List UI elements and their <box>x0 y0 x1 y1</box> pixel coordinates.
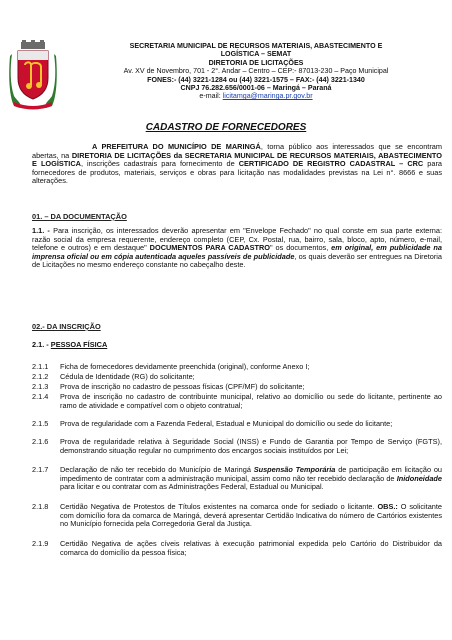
email-label: e-mail: <box>199 92 223 101</box>
item-text: Prova de regularidade com a Fazenda Federal, Estadual e Municipal do domicílio ou sede do licitante; <box>60 419 393 428</box>
paragraph-1-1-number: 1.1. - <box>32 226 50 235</box>
item-text: Prova de inscrição no cadastro de contribuinte municipal, relativo ao domicílio ou sede do licitante, pertinente ao ramo de atividade e compatível com o objeto contratual; <box>60 392 442 410</box>
document-title: CADASTRO DE FORNECEDORES <box>145 122 307 133</box>
item-text-suspensao: Suspensão Temporária <box>253 465 336 474</box>
item-number: 2.1.9 <box>32 539 49 548</box>
header-line-3: DIRETORIA DE LICITAÇÕES <box>208 58 304 67</box>
header-address: Av. XV de Novembro, 701 - 2°. Andar – Centro – CEP:- 87013-230 – Paço Municipal <box>123 67 389 76</box>
item-text-a: Declaração de não ter recebido do Município de Maringá <box>60 465 254 474</box>
item-text <box>60 466 442 492</box>
intro-prefeitura: A PREFEITURA DO MUNICÍPIO DE MARINGÁ <box>92 142 261 151</box>
header-line-1: SECRETARIA MUNICIPAL DE RECURSOS MATERIAIS, ABASTECIMENTO E <box>129 42 383 50</box>
item-text: Prova de inscrição no cadastro de pessoas físicas (CPF/MF) do solicitante; <box>60 382 305 391</box>
intro-diretoria: DIRETORIA DE LICITAÇÕES da SECRETARIA MUNICIPAL DE RECURSOS MATERIAIS, ABASTECIMENTO E LOGÍSTICA <box>32 150 442 169</box>
section-heading-documentacao: 01. – DA DOCUMENTAÇÃO <box>32 212 127 221</box>
item-number: 2.1.8 <box>32 502 49 511</box>
letterhead <box>66 42 446 101</box>
intro-paragraph <box>32 143 442 186</box>
item-number: 2.1.4 <box>32 392 49 401</box>
item-text: Ficha de fornecedores devidamente preenchida (original), conforme Anexo I; <box>60 362 310 371</box>
item-text-c: O solicitante com domicílio fora da comarca de Maringá, deverá apresentar Certidão Indicativa do número de Cartórios existentes no Município fornecida pela Corregedoria Geral da Justiça. <box>60 502 442 529</box>
paragraph-1-1 <box>32 227 442 270</box>
paragraph-1-1-highlight: DOCUMENTOS PARA CADASTRO <box>149 243 271 253</box>
email-link[interactable]: licitamga@maringa.pr.gov.br <box>222 92 313 101</box>
paragraph-1-1-text-b: " os documentos, <box>270 243 332 253</box>
item-number: 2.1.6 <box>32 437 49 446</box>
item-number: 2.1.1 <box>32 362 49 371</box>
paragraph-1-1-text-c: , os quais deverão ser entregues na Diretoria de Licitações no mesmo endereço constante no cabeçalho deste. <box>32 251 443 270</box>
intro-text-1: , torna público aos interessados que se encontram abertas, na <box>32 142 442 160</box>
subsection-pessoa-fisica <box>32 341 442 350</box>
paragraph-1-1-text-a: Para inscrição, os interessados deverão apresentar em "Envelope Fechado" no qual conste em sua parte externa: razão social da empresa requerente, endereço completo (CEP, Cx. Postal, rua, bairro, sala, bloco, apto, número, e-mail, telefone e outros) e em destaque" <box>32 226 442 253</box>
item-number: 2.1.7 <box>32 465 49 474</box>
header-email-line <box>66 92 446 100</box>
header-phones: FONES:- (44) 3221-1284 ou (44) 3221-1575 – FAX:- (44) 3221-1340 <box>147 75 365 84</box>
header-line-2: LOGÍSTICA – SEMAT <box>220 50 292 59</box>
paragraph-1-1-emphasis: em original, em publicidade na imprensa oficial ou em cópia autenticada aqueles passíveis de publicidade <box>32 243 442 261</box>
item-number: 2.1.3 <box>32 382 49 391</box>
item-text-inidoneidade: Inidoneidade <box>396 473 442 483</box>
item-text-c: de participação em licitação ou impedimento de contratar com a administração municipal, assim como não ter recebido declaração de <box>60 465 443 483</box>
item-number: 2.1.2 <box>32 372 49 381</box>
item-text: Prova de regularidade relativa à Seguridade Social (INSS) e Fundo de Garantia por Tempo de Serviço (FGTS), demonstrando situação regular no cumprimento dos encargos sociais instituídos por Lei; <box>60 437 442 455</box>
item-text: Cédula de Identidade (RG) do solicitante; <box>60 372 195 381</box>
item-text <box>60 503 442 529</box>
item-text: Certidão Negativa de ações cíveis relativas à execução patrimonial expedida pelo Cartório do Distribuidor da comarca do domicílio da pessoa física; <box>60 539 442 557</box>
intro-text-3: para fornecedores de produtos, materiais, serviços e obras para licitação nas modalidades previstas na Lei n°. 8666 e suas alterações. <box>32 159 442 186</box>
subsection-title: PESSOA FÍSICA <box>50 340 108 349</box>
item-text-a: Certidão Negativa de Protestos de Títulos existentes na comarca onde for sediado o licitante. <box>60 502 378 511</box>
item-text-obs: OBS.: <box>377 502 398 511</box>
intro-crc: CERTIFICADO DE REGISTRO CADASTRAL – CRC <box>238 159 424 169</box>
intro-text-2: , inscrições cadastrais para fornecimento de <box>80 159 239 169</box>
subsection-number: 2.1. - <box>32 340 49 349</box>
item-text-e: para licitar e ou contratar com as Administrações Federal, Estadual ou Municipal. <box>60 482 324 492</box>
header-cnpj: CNPJ 76.282.656/0001-06 – Maringá – Paraná <box>180 84 332 93</box>
item-number: 2.1.5 <box>32 419 49 428</box>
maringa-coat-of-arms-logo <box>8 40 58 112</box>
section-heading-inscricao: 02.- DA INSCRIÇÃO <box>32 322 101 331</box>
